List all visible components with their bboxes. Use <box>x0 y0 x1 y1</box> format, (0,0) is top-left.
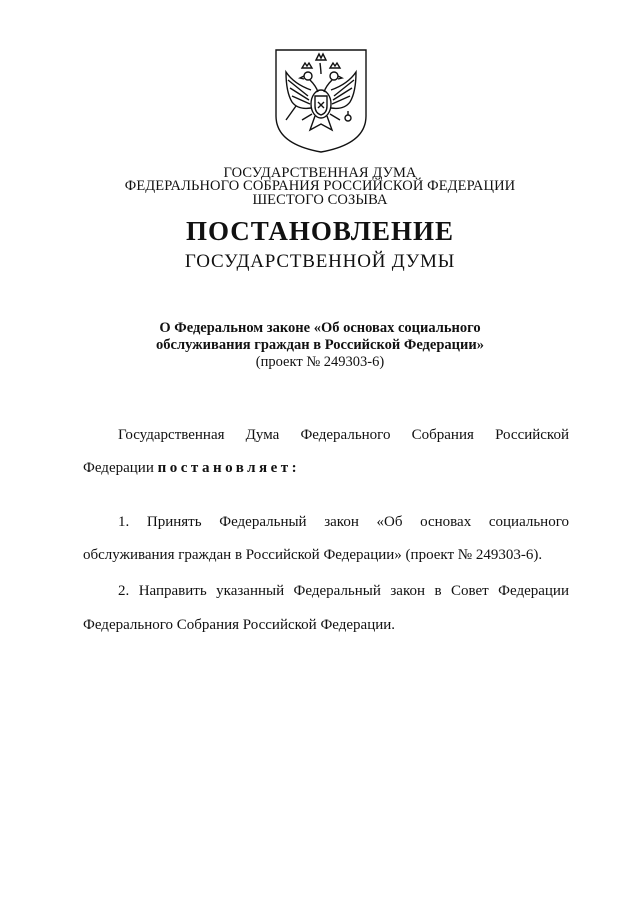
preamble-line-1: Государственная Дума Федерального Собрания Российской <box>118 427 569 443</box>
document-type-title: ПОСТАНОВЛЕНИЕ <box>185 216 455 246</box>
issuer-line-2: ФЕДЕРАЛЬНОГО СОБРАНИЯ РОССИЙСКОЙ ФЕДЕРАЦИИ <box>124 178 516 194</box>
preamble-line-2-text: Федерации <box>83 460 158 476</box>
item-2-line-1: 2. Направить указанный Федеральный закон в Совет Федерации <box>118 583 569 599</box>
document-subtitle: ГОСУДАРСТВЕННОЙ ДУМЫ <box>184 251 456 272</box>
item-1-line-1: 1. Принять Федеральный закон «Об основах социального <box>118 514 569 530</box>
project-number: (проект № 249303-6) <box>255 354 385 370</box>
preamble-line-2 <box>83 460 569 477</box>
decree-word: постановляет: <box>157 460 301 476</box>
item-1-line-2: обслуживания граждан в Российской Федерации» (проект № 249303-6). <box>83 547 543 563</box>
issuer-line-3: ШЕСТОГО СОЗЫВА <box>252 192 388 208</box>
item-2-line-2: Федерального Собрания Российской Федерации. <box>83 617 396 633</box>
issuer-line-1: ГОСУДАРСТВЕННАЯ ДУМА <box>223 165 417 181</box>
subject-line-1: О Федеральном законе «Об основах социального <box>159 320 481 336</box>
subject-line-2: обслуживания граждан в Российской Федерации» <box>156 337 484 353</box>
russian-coat-of-arms-icon <box>272 46 370 154</box>
